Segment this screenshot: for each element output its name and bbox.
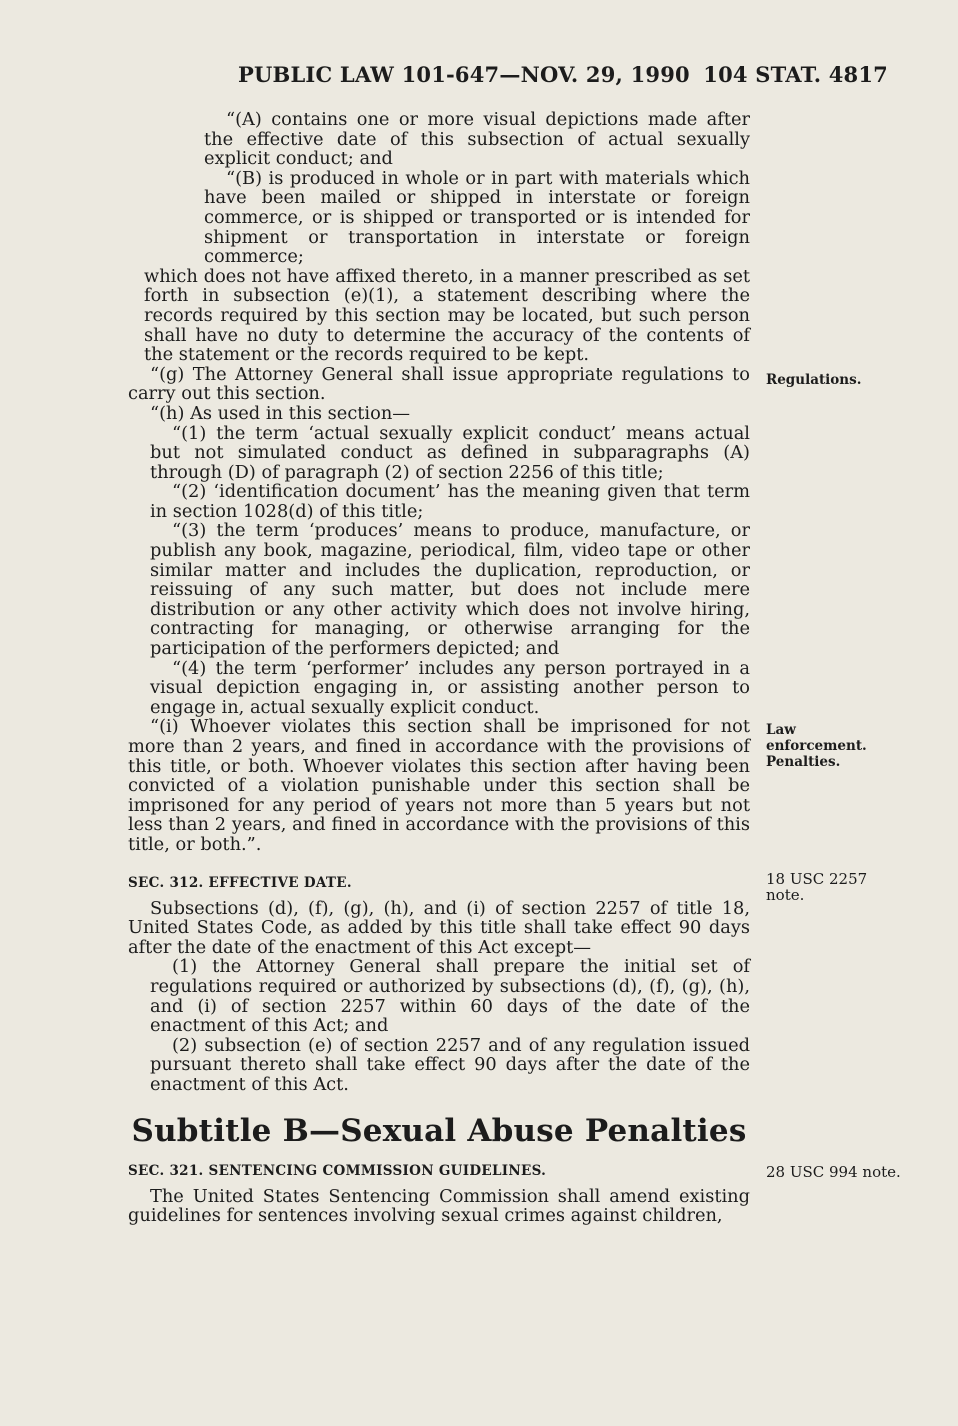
section-321-text: The United States Sentencing Commission shall amend existing guidelines for sentences involving sexual crimes against children, — [128, 1185, 750, 1227]
margin-note-note: note. — [766, 886, 805, 904]
paragraph-g: “(g) The Attorney General shall issue appropriate regulations to carry out this section. — [128, 363, 750, 405]
margin-note-penalties: Penalties. — [766, 754, 841, 770]
running-header-title: PUBLIC LAW 101-647—NOV. 29, 1990 — [238, 62, 690, 87]
section-321-heading: SEC. 321. SENTENCING COMMISSION GUIDELINES. — [128, 1162, 547, 1179]
subtitle-heading: Subtitle B—Sexual Abuse Penalties — [131, 1112, 747, 1149]
running-header-page-number: 104 STAT. 4817 — [703, 62, 888, 87]
main-text-column — [128, 110, 750, 1226]
paragraph-which: which does not have affixed thereto, in a manner prescribed as set forth in subsection (e)(1), a statement describing where the records required by this section may be located, but such person shall have no duty to determine the accuracy of the contents of the statement or the records required to be kept. — [144, 265, 750, 366]
section-312-item-2: (2) subsection (e) of section 2257 and of any regulation issued pursuant thereto shall take effect 90 days after the date of the enactment of this Act. — [150, 1034, 750, 1095]
margin-note-usc-2257: 18 USC 2257 — [766, 870, 868, 888]
paragraph-f-A: “(A) contains one or more visual depictions made after the effective date of this subsection of actual sexually explicit conduct; and — [204, 109, 750, 170]
paragraph-h-4: “(4) the term ‘performer’ includes any person portrayed in a visual depiction engaging in, or assisting another person to engage in, actual sexually explicit conduct. — [150, 657, 750, 718]
paragraph-h-1: “(1) the term ‘actual sexually explicit conduct’ means actual but not simulated conduct as defined in subparagraphs (A) through (D) of paragraph (2) of section 2256 of this title; — [150, 422, 750, 483]
section-312-item-1: (1) the Attorney General shall prepare the initial set of regulations required or authorized by subsections (d), (f), (g), (h), and (i) of section 2257 within 60 days of the date of the enactment of this Act; and — [150, 956, 750, 1037]
paragraph-h-3: “(3) the term ‘produces’ means to produce, manufacture, or publish any book, magazine, periodical, film, video tape or other similar matter and includes the duplication, reproduction, or reissuing of any such matter, but does not include mere distribution or any other activity which does not involve hiring, contracting for managing, or otherwise arranging for the participation of the performers depicted; and — [150, 520, 750, 660]
paragraph-h-2: “(2) ‘identification document’ has the meaning given that term in section 1028(d) of this title; — [150, 481, 750, 522]
margin-note-law-enforcement — [766, 722, 867, 770]
section-312-text: Subsections (d), (f), (g), (h), and (i) of section 2257 of title 18, United States Code, as added by this title shall take effect 90 days after the date of the enactment of this Act except— — [128, 897, 750, 958]
paragraph-f-B: “(B) is produced in whole or in part with materials which have been mailed or shipped in interstate or foreign commerce, or is shipped or transported or is intended for shipment or transportation in interstate or foreign commerce; — [204, 167, 750, 268]
margin-note-regulations: Regulations. — [766, 372, 862, 388]
section-312-heading: SEC. 312. EFFECTIVE DATE. — [128, 874, 352, 891]
paragraph-h: “(h) As used in this section— — [150, 402, 411, 424]
margin-note-28-usc-994: 28 USC 994 note. — [766, 1163, 901, 1181]
margin-note-law: Law — [766, 722, 796, 738]
margin-note-18-usc-2257 — [766, 871, 867, 903]
margin-note-enforcement: enforcement. — [766, 738, 867, 754]
paragraph-i: “(i) Whoever violates this section shall be imprisoned for not more than 2 years, and fined in accordance with the provisions of this title, or both. Whoever violates this section after having been convicted of a violation punishable under this section shall be imprisoned for any period of years not more than 5 years but not less than 2 years, and fined in accordance with the provisions of this title, or both.”. — [128, 716, 750, 855]
